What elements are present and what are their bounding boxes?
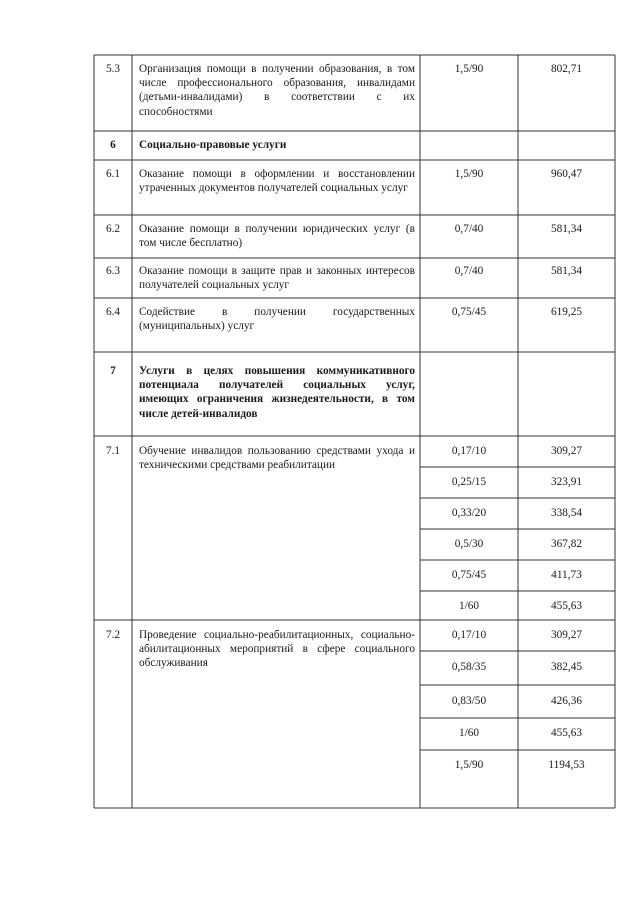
tariff: 960,47 (550, 168, 583, 180)
row-number: 7.1 (105, 445, 121, 457)
time-norm: 0,25/15 (451, 476, 487, 488)
time-norm: 0,75/45 (451, 306, 487, 318)
service-description: Проведение социально-реабилитационных, социально-абилитационных мероприятий в сфере социального обслуживания (139, 629, 415, 670)
tariff: 323,91 (550, 476, 583, 488)
tariff: 455,63 (550, 600, 583, 612)
row-number: 6.4 (105, 306, 121, 318)
time-norm: 0,5/30 (454, 538, 484, 550)
time-norm: 0,33/20 (451, 507, 487, 519)
time-norm: 0,7/40 (454, 265, 484, 277)
tariff: 411,73 (551, 569, 582, 581)
tariff: 581,34 (550, 223, 583, 235)
tariff: 426,36 (550, 695, 583, 707)
section-number: 7 (110, 365, 116, 377)
row-number: 5.3 (105, 63, 121, 75)
row-number: 6.1 (105, 168, 121, 180)
tariff: 1194,53 (548, 759, 585, 771)
tariff: 581,34 (550, 265, 583, 277)
section-title: Услуги в целях повышения коммуникативного потенциала получателей социальных услуг, имеющих ограничения жизнедеятельности, в том числе детей-инвалидов (139, 365, 415, 420)
row-number: 7.2 (105, 629, 121, 641)
service-description: Обучение инвалидов пользованию средствами ухода и техническими средствами реабилитации (139, 445, 415, 472)
service-description: Оказание помощи в защите прав и законных интересов получателей социальных услуг (139, 265, 415, 292)
time-norm: 0,75/45 (451, 569, 487, 581)
time-norm: 0,17/10 (451, 445, 487, 457)
time-norm: 1,5/90 (454, 759, 484, 771)
service-description: Оказание помощи в оформлении и восстановлении утраченных документов получателей социальных услуг (139, 168, 415, 195)
time-norm: 1/60 (458, 600, 480, 612)
service-description: Оказание помощи в получении юридических услуг (в том числе бесплатно) (139, 223, 415, 250)
tariff: 619,25 (550, 306, 583, 318)
tariff: 367,82 (550, 538, 583, 550)
tariff: 338,54 (550, 507, 583, 519)
tariff: 382,45 (550, 661, 583, 673)
tariff: 309,27 (550, 629, 583, 641)
time-norm: 1,5/90 (454, 168, 484, 180)
row-number: 6.3 (105, 265, 121, 277)
tariff: 802,71 (550, 63, 583, 75)
section-title: Социально-правовые услуги (139, 139, 287, 151)
row-number: 6.2 (105, 223, 121, 235)
time-norm: 0,7/40 (454, 223, 484, 235)
time-norm: 0,83/50 (451, 695, 487, 707)
time-norm: 0,58/35 (451, 661, 487, 673)
time-norm: 1/60 (458, 727, 480, 739)
tariff: 309,27 (550, 445, 583, 457)
time-norm: 1,5/90 (454, 63, 484, 75)
service-description: Содействие в получении государственных (муниципальных) услуг (139, 306, 415, 333)
section-number: 6 (110, 139, 116, 151)
time-norm: 0,17/10 (451, 629, 487, 641)
service-description: Организация помощи в получении образования, в том числе профессионального образования, инвалидами (детьми-инвалидами) в соответствии с их способностями (139, 63, 415, 118)
tariff: 455,63 (550, 727, 583, 739)
